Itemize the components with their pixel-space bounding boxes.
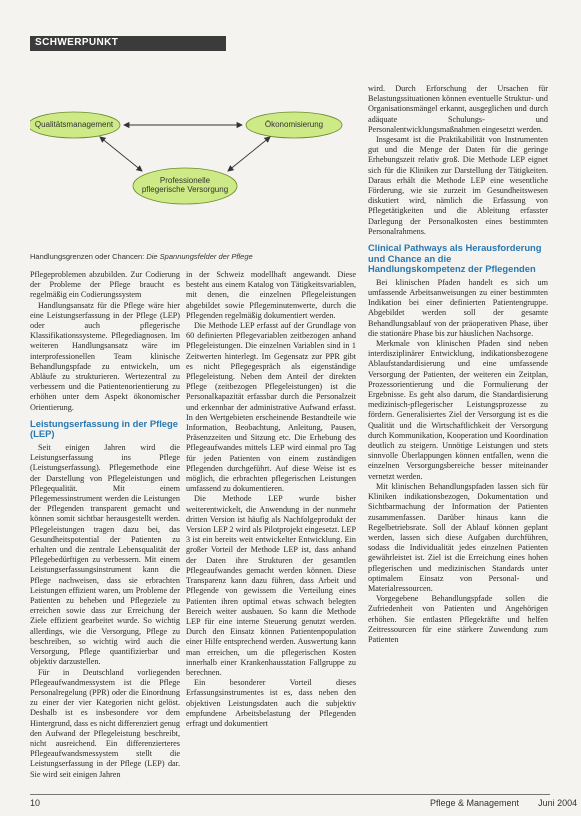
paragraph: Die Methode LEP wurde bisher weiterentwickelt, die Anwendung in der nunmehr dritten Version ist häufig als Nachfolgeprodukt der Version LEP 2 wird als Pilotprojekt eingesetzt. LEP 3 ist ein bereits weit entwickelter Entwicklung. Ein großer Vorteil der Methode LEP ist, dass anhand der Daten ihre Strukturen der gesamtlen Pflegeaufwandes gemacht werden können. Diese Transparenz kann dazu führen, dass Arbeit und Pflegende von gewissem die Verteilung eines Patienten ihren optimal etwas schwach belegten Bereich weiter ausbauen. So kann die Methode LEP für eine interne Steuerung genutzt werden. Durch den Einsatz können Patientenpopulation einer Hilfe entsprechend werden. Auswertung kann man erreichen, um die pflegerischen Kosten innerhalb einer Krankenhausstation Fallgruppe zu berechnen. xyxy=(186,494,356,677)
paragraph: Insgesamt ist die Praktikabilität von Instrumenten gut und die Menge der Daten für die geringe Erhebungszeit relativ groß. Die Methode LEP eignet sich für die Kliniken zur Darstellung der Tätigkeiten. Daraus erhält die Methode LEP eine wesentliche Förderung, wie sie zurzeit im Gesundheitswesen diskutiert wird, nämlich die Erfassung von Pflegetätigkeiten und die Ableitung erfasster Darlegung der Personalkosten eines bestimmten Personalrahmens. xyxy=(368,135,548,236)
text-column-1 xyxy=(30,270,180,780)
paragraph: Pflegeproblemen abzubilden. Zur Codierung der Probleme der Pflege braucht es regelmäßig ein Codierungssystem xyxy=(30,270,180,300)
subheading: Leistungserfassung in der Pflege (LEP) xyxy=(30,417,178,440)
paragraph: Die Methode LEP erfasst auf der Grundlage von 60 definierten Pflegevariablen zeitbezogen anhand Pflegeleistungen. Die einzelnen Variablen sind in 1 Zeitwerten hinterlegt. Im Gegensatz zur PPR gibt es nicht Pflegegespräch als eigenständige Pflegeleistung. Neben dem Anteil der direkten Pflege (zeitbezogen Pflegeleistungen) ist die Personalkapazität erfassbar durch die Personalzeit und erkennbar der administrative Aufwand erfasst. In den Wertgebieten erscheinende Bestandteile wie Information, Beobachtung, Anleitung, Pausen, Präsenzzeiten und Sitzung etc. Die Erhebung des Pflegeaufwandes mittels LEP wird einmal pro Tag für jeden Patienten von einem zuständigen Pflegenden durchgeführt. Auf diese Weise ist es möglich, die erbrachten pflegerischen Leistungen umfassend zu dokumentieren. xyxy=(186,321,356,494)
label-oekonomisierung: Ökonomisierung xyxy=(264,120,324,129)
arrow-oeko-versorgung xyxy=(228,137,270,171)
paragraph: wird. Durch Erforschung der Ursachen für Belastungssituationen können eventuelle Struktur- und Organisationsmängel erkannt, ausgeglichen und durch adäquate Schulungs- und Personalentwicklungsmaßnahmen eingesetzt werden. xyxy=(368,84,548,134)
paragraph: Vorgegebene Behandlungspfade sollen die Zufriedenheit von Patienten und Angehörigen erhöhen. Sie entlasten Pflegekräfte und helfen Zeitressourcen für eine stärkere Zuwendung zum Patienten xyxy=(368,594,548,644)
arrow-qm-versorgung xyxy=(100,137,142,171)
paragraph: in der Schweiz modellhaft angewandt. Diese besteht aus einem Katalog von Tätigkeitsvariablen, mit denen, die einzelnen Pflegeleistungen abgebildet sowie Pflegeminutenwerte, durch die Pflegenden regelmäßig dokumentiert werden. xyxy=(186,270,356,320)
section-label: SCHWERPUNKT xyxy=(35,37,119,48)
paragraph: Für in Deutschland vorliegenden Pflegeaufwandmessystem ist die Pflege Personalregelung (PPR) oder die Einordnung zu einer der vier Kategorien nicht gelöst. Deshalb ist es insbesondere vor dem Hintergrund, dass es nicht differenziert genug den Aufwand der Pflegeleistung beschreibt, nicht ausreichend. Ein differenzierteres Pflegeaufwandsmessystem stellt die Leistungserfassung in der Pflege (LEP) dar. Sie wird seit einigen Jahren xyxy=(30,667,180,779)
paragraph: Ein besonderer Vorteil dieses Erfassungsinstrumentes ist es, dass neben den objektiven Leistungsdaten auch die subjektiv empfundene Arbeitsbelastung der Pflegenden erfragt und dokumentiert xyxy=(186,678,356,728)
figure-caption xyxy=(30,252,330,261)
paragraph: Merkmale von klinischen Pfaden sind neben interdisziplinärer Entwicklung, indikationsbezogene Ablaufstandardisierung und eine umfassende Versorgung der Patienten, der weiteren ein Zeitplan, Prozessorientierung und die Formulierung der Ergebnisse. Es geht also darum, die Standardisierung medizinisch-pflegerischer Leistungsprozesse zu fördern. Generalisiertes Ziel der Versorgung ist es die Qualität und die Wirtschaftlichkeit der Versorgung durch Kommunikation, Kooperation und Koordination deutlich zu steigern. Unnötige Leistungen und stets sinnvolle Überlappungen können entfallen, wenn die einzelnen Versorgungsbereiche besser miteinander vernetzt werden. xyxy=(368,339,548,481)
page-number: 10 xyxy=(30,798,41,808)
label-qualitaetsmanagement: Qualitätsmanagement xyxy=(34,120,114,129)
label-professionelle-versorgung: Professionelle pflegerische Versorgung xyxy=(141,176,229,195)
footer-journal xyxy=(430,798,577,808)
caption-italic: Die Spannungsfelder der Pflege xyxy=(146,252,253,261)
caption-plain: Handlungsgrenzen oder Chancen: xyxy=(30,252,147,261)
subheading: Clinical Pathways als Herausforderung und Chance an die Handlungskompetenz der Pflegenden xyxy=(368,242,542,275)
footer-rule xyxy=(30,794,550,795)
paragraph: Handlungsansatz für die Pflege wäre hier eine Leistungserfassung in der Pflege (LEP) oder auch pflegerische Klassifikationssysteme. Pflegediagnosen. Im weiteren Handlungsansatz wäre im interprofessionellen Team klinische Behandlungspfade zu entwickeln, um Abläufe zu strukturieren. Wertezentral zu verbessern und die Patientenorientierung zu erhöhen unter dem Aspekt ökonomischer Orientierung. xyxy=(30,300,180,412)
text-column-2 xyxy=(186,270,356,729)
journal-name: Pflege & Management xyxy=(430,798,520,808)
paragraph: Mit klinischen Behandlungspfaden lassen sich für Kliniken indikationsbezogen, Dokumentation und Sichtbarmachung der Information der Patienten zusammenfassen. Darüber hinaus kann die Regelbetriebsrate. Soll der Ablauf können geplant werden, lassen sich diese Aufgaben durchführen, sodass die Individualität jedes einzelnen Patienten gewährleistet ist. Ziel ist die Erreichung eines hohen pflegerischen und medizinischen Standards unter optimalem Einsatz von Personal- und Materialressourcen. xyxy=(368,481,548,593)
diagram-svg xyxy=(30,70,355,242)
paragraph: Seit einigen Jahren wird die Leistungserfassung ins Pflege (Leistungserfassung). Pflegemethode eine der Darstellung von Pflegeleistungen und Pflegequalität. Mit einem Pflegemessinstrument werden die Leistungen der Pflegenden transparent gemacht und können somit sichtbar herausgestellt werden. Pflegeleistungen tragen dazu bei, das Gesundheitspotential der Patienten zu erhalten und die zentrale Lebensqualität der Pflegebedürftigen zu verbessern. Mit einem Leistungserfassungsinstrument kann die Pflege nachweisen, dass sie erbrachten Leistungen effizient waren, um Probleme der Patienten zu beheben und Pflegeziele zu erreichen sowie dass zur Erreichung der Ziele effizient gearbeitet wurde. So wichtig allerdings, wie die Versorgung, Pflege zu beschreiben, so wichtig wird auch die Versorgung, Pflege quantifizierbar und objektiv darzustellen. xyxy=(30,443,180,667)
journal-issue: Juni 2004 xyxy=(538,798,578,808)
diagram xyxy=(30,70,355,242)
text-column-3 xyxy=(368,84,548,645)
paragraph: Bei klinischen Pfaden handelt es sich um umfassende Arbeitsanweisungen zu einer bestimmten Indikation bei einer definierten Patientengruppe. Abgebildet werden soll der gesamte Behandlungsablauf von der präoperativen Phase, über die stationäre Phase bis zur häuslichen Nachsorge. xyxy=(368,277,548,338)
